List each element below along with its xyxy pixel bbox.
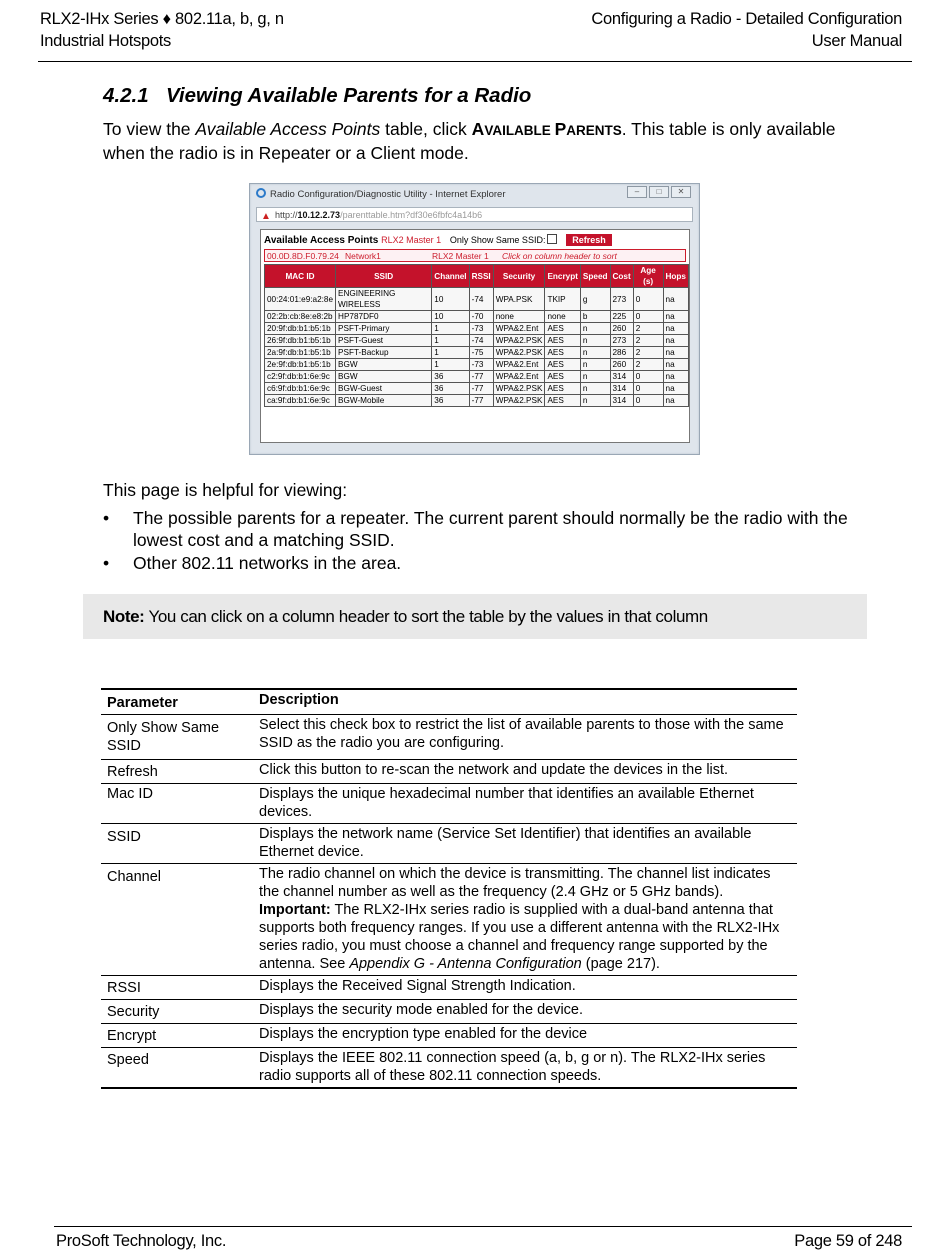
minimize-icon: –	[627, 186, 647, 198]
table-row	[101, 1000, 797, 1024]
ap-table-cell: c2:9f:db:b1:6e:9c	[265, 371, 336, 383]
header-category: Industrial Hotspots	[40, 32, 171, 50]
intro-text-3: . This table is only available when the radio is in Repeater or a Client mode.	[103, 119, 836, 163]
table-row	[101, 1024, 797, 1048]
refresh-button: Refresh	[566, 234, 612, 246]
ap-table-cell: na	[663, 311, 688, 323]
ap-table-cell: ENGINEERING WIRELESS	[336, 288, 432, 311]
section-title	[103, 84, 531, 108]
info-network: Network1	[345, 251, 381, 261]
info-mac: 00.0D.8D.F0.79.24	[267, 251, 339, 261]
ap-table-cell: na	[663, 359, 688, 371]
header-doc-type: User Manual	[811, 32, 902, 50]
param-name: Encrypt	[101, 1024, 253, 1048]
ap-table-cell: n	[580, 347, 610, 359]
ap-table-cell: na	[663, 288, 688, 311]
ap-table	[264, 264, 689, 407]
ap-table-row	[265, 335, 689, 347]
param-description: Displays the network name (Service Set Identifier) that identifies an available Ethernet device.	[253, 824, 797, 864]
list-item: • Other 802.11 networks in the area.	[103, 553, 402, 573]
maximize-icon: □	[649, 186, 669, 198]
ap-table-cell: none	[545, 311, 580, 323]
ap-table-cell: AES	[545, 371, 580, 383]
ap-table-cell: na	[663, 395, 688, 407]
table-row	[101, 864, 797, 976]
ap-table-row	[265, 288, 689, 311]
address-path: /parenttable.htm?df30e6fbfc4a14b6	[340, 210, 483, 220]
ap-table-cell: BGW-Guest	[336, 383, 432, 395]
ap-table-cell: BGW-Mobile	[336, 395, 432, 407]
ap-table-cell: 02:2b:cb:8e:e8:2b	[265, 311, 336, 323]
ap-table-cell: 260	[610, 323, 633, 335]
param-name: Only Show Same SSID	[101, 715, 253, 760]
window-controls	[625, 186, 691, 198]
ap-table-row	[265, 371, 689, 383]
ap-table-cell: 36	[432, 395, 469, 407]
ap-column-header: MAC ID	[265, 265, 336, 288]
param-description: Displays the security mode enabled for the device.	[253, 1000, 797, 1024]
ap-table-cell: WPA&2.Ent	[493, 359, 545, 371]
ap-table-cell: none	[493, 311, 545, 323]
intro-text-2: table, click	[380, 119, 472, 139]
ap-heading-title: Available Access Points	[264, 235, 379, 246]
ap-table-cell: -77	[469, 371, 493, 383]
ap-table-row	[265, 383, 689, 395]
ap-table-cell: n	[580, 323, 610, 335]
bullet-icon: •	[103, 553, 110, 573]
ap-heading-master: RLX2 Master 1	[381, 235, 442, 245]
channel-description: The radio channel on which the device is transmitting. The channel list indicates the channel number as well as the frequency (2.4 GHz or 5 GHz bands).	[259, 866, 771, 900]
ap-table-cell: c6:9f:db:b1:6e:9c	[265, 383, 336, 395]
ap-table-cell: 0	[633, 311, 663, 323]
ap-table-cell: AES	[545, 359, 580, 371]
ap-table-cell: na	[663, 323, 688, 335]
address-prefix: http://	[275, 210, 298, 220]
ap-table-cell: TKIP	[545, 288, 580, 311]
ap-table-cell: -73	[469, 323, 493, 335]
important-text: The RLX2-IHx series radio is supplied with a dual-band antenna that supports both frequency ranges. If you use a different antenna with the RLX2-IHx series radio, you must choose a channel and frequency range supported by the antenna. See	[259, 902, 780, 972]
ap-table-cell: 26:9f:db:b1:b5:1b	[265, 335, 336, 347]
ap-table-cell: 0	[633, 371, 663, 383]
ap-table-cell: 1	[432, 347, 469, 359]
intro-paragraph	[103, 118, 863, 164]
param-description: Displays the unique hexadecimal number that identifies an available Ethernet devices.	[253, 784, 797, 824]
header-right	[591, 8, 902, 52]
ap-table-cell: 20:9f:db:b1:b5:1b	[265, 323, 336, 335]
ap-table-cell: na	[663, 383, 688, 395]
close-icon: ✕	[671, 186, 691, 198]
ap-table-cell: b	[580, 311, 610, 323]
ap-table-cell: 2	[633, 335, 663, 347]
param-description: Select this check box to restrict the list of available parents to those with the same SSID as the radio you are configuring.	[253, 715, 797, 760]
ap-table-cell: BGW	[336, 371, 432, 383]
ap-table-cell: 10	[432, 311, 469, 323]
ap-table-cell: WPA&2.Ent	[493, 371, 545, 383]
ap-table-cell: 2	[633, 347, 663, 359]
ap-table-cell: PSFT-Primary	[336, 323, 432, 335]
ap-table-cell: 273	[610, 335, 633, 347]
ap-table-cell: AES	[545, 347, 580, 359]
ap-table-cell: HP787DF0	[336, 311, 432, 323]
param-name: RSSI	[101, 976, 253, 1000]
note-label: Note:	[103, 607, 145, 626]
ap-info-bar	[264, 249, 686, 262]
param-description	[253, 864, 797, 976]
ap-table-cell: PSFT-Guest	[336, 335, 432, 347]
ap-table-cell: na	[663, 347, 688, 359]
ap-table-cell: AES	[545, 395, 580, 407]
window-title: Radio Configuration/Diagnostic Utility - Internet Explorer	[270, 189, 506, 200]
ap-column-header: Security	[493, 265, 545, 288]
ap-column-header: Speed	[580, 265, 610, 288]
footer-page-number: Page 59 of 248	[794, 1232, 902, 1250]
ap-table-cell: PSFT-Backup	[336, 347, 432, 359]
show-same-ssid-label: Only Show Same SSID:	[449, 235, 546, 245]
show-same-ssid-checkbox	[547, 234, 557, 244]
warning-icon: ▲	[261, 211, 271, 222]
ap-table-cell: WPA&2.PSK	[493, 383, 545, 395]
ap-table-cell: WPA&2.Ent	[493, 323, 545, 335]
ap-table-cell: -73	[469, 359, 493, 371]
ap-table-cell: WPA&2.PSK	[493, 335, 545, 347]
column-header-parameter: Parameter	[101, 689, 253, 715]
ap-column-header: Hops	[663, 265, 688, 288]
important-label: Important:	[259, 902, 331, 918]
param-description: Displays the IEEE 802.11 connection speed (a, b, g or n). The RLX2-IHx series radio supports all of these 802.11 connection speeds.	[253, 1048, 797, 1089]
appendix-link: Appendix G - Antenna Configuration	[349, 956, 582, 972]
ap-table-cell: 36	[432, 383, 469, 395]
ap-table-cell: na	[663, 371, 688, 383]
ap-table-cell: -75	[469, 347, 493, 359]
ap-column-header: Cost	[610, 265, 633, 288]
intro-text-1: To view the	[103, 119, 196, 139]
info-master: RLX2 Master 1	[432, 251, 489, 261]
header-product: RLX2-IHx Series ♦ 802.11a, b, g, n	[40, 10, 284, 28]
ap-table-cell: 314	[610, 383, 633, 395]
ap-table-cell: n	[580, 383, 610, 395]
ap-table-cell: 1	[432, 359, 469, 371]
ap-table-row	[265, 359, 689, 371]
table-row	[101, 1048, 797, 1089]
ap-table-cell: AES	[545, 323, 580, 335]
param-description: Click this button to re-scan the network and update the devices in the list.	[253, 760, 797, 784]
ap-table-cell: 314	[610, 371, 633, 383]
table-row	[101, 976, 797, 1000]
param-description: Displays the encryption type enabled for the device	[253, 1024, 797, 1048]
ap-table-cell: 0	[633, 288, 663, 311]
ap-table-cell: 00:24:01:e9:a2:8e	[265, 288, 336, 311]
ap-table-cell: AES	[545, 335, 580, 347]
important-end: (page 217).	[581, 956, 660, 972]
footer-company: ProSoft Technology, Inc.	[56, 1232, 227, 1250]
table-row	[101, 760, 797, 784]
ap-table-cell: 2	[633, 323, 663, 335]
section-title-text: Viewing Available Parents for a Radio	[166, 84, 532, 107]
note-box	[83, 594, 867, 639]
ap-column-header: RSSI	[469, 265, 493, 288]
helpful-paragraph: This page is helpful for viewing:	[103, 480, 348, 500]
info-sort-hint: Click on column header to sort	[502, 251, 617, 261]
ap-table-cell: 314	[610, 395, 633, 407]
ap-table-row	[265, 311, 689, 323]
ap-table-cell: -74	[469, 335, 493, 347]
ap-table-cell: -77	[469, 395, 493, 407]
param-name: Security	[101, 1000, 253, 1024]
ap-table-header	[265, 265, 689, 288]
intro-table-name: Available Access Points	[195, 119, 381, 139]
ap-heading	[264, 234, 612, 246]
available-access-points-panel	[260, 229, 690, 443]
ap-table-cell: 2	[633, 359, 663, 371]
helpful-list	[103, 507, 863, 575]
ap-table-cell: 0	[633, 395, 663, 407]
ap-table-cell: 260	[610, 359, 633, 371]
ap-table-cell: 36	[432, 371, 469, 383]
ap-table-cell: 2a:9f:db:b1:b5:1b	[265, 347, 336, 359]
ap-table-cell: 10	[432, 288, 469, 311]
section-number: 4.2.1	[103, 84, 149, 107]
table-row	[101, 784, 797, 824]
ap-table-cell: g	[580, 288, 610, 311]
ap-table-cell: 2e:9f:db:b1:b5:1b	[265, 359, 336, 371]
ap-table-cell: n	[580, 395, 610, 407]
ap-table-cell: ca:9f:db:b1:6e:9c	[265, 395, 336, 407]
list-item: • The possible parents for a repeater. The current parent should normally be the radio with the lowest cost and a matching SSID.	[103, 508, 848, 550]
ap-table-cell: 225	[610, 311, 633, 323]
ap-table-row	[265, 323, 689, 335]
param-name: SSID	[101, 824, 253, 864]
footer-divider	[54, 1226, 912, 1227]
ap-table-cell: BGW	[336, 359, 432, 371]
param-description: Displays the Received Signal Strength Indication.	[253, 976, 797, 1000]
header-left	[40, 8, 284, 52]
column-header-description: Description	[253, 689, 797, 715]
ap-table-cell: n	[580, 359, 610, 371]
param-name: Channel	[101, 864, 253, 976]
browser-icon	[256, 188, 266, 198]
ap-table-cell: n	[580, 335, 610, 347]
ap-table-cell: 273	[610, 288, 633, 311]
ap-table-cell: WPA.PSK	[493, 288, 545, 311]
screenshot-window	[249, 183, 700, 455]
ap-table-cell: -70	[469, 311, 493, 323]
ap-table-cell: -77	[469, 383, 493, 395]
ap-table-row	[265, 347, 689, 359]
note-text: You can click on a column header to sort the table by the values in that column	[144, 607, 708, 626]
ap-table-cell: 1	[432, 323, 469, 335]
table-row	[101, 824, 797, 864]
param-name: Speed	[101, 1048, 253, 1089]
ap-table-cell: WPA&2.PSK	[493, 347, 545, 359]
ap-table-cell: AES	[545, 383, 580, 395]
available-parents-command: AVAILABLE PARENTS	[471, 119, 622, 139]
address-bar	[256, 207, 693, 222]
ap-table-cell: na	[663, 335, 688, 347]
ap-table-row	[265, 395, 689, 407]
table-row	[101, 715, 797, 760]
address-host: 10.12.2.73	[297, 210, 341, 220]
parameter-table	[101, 688, 797, 1089]
header-chapter: Configuring a Radio - Detailed Configuration	[591, 10, 902, 28]
ap-table-cell: -74	[469, 288, 493, 311]
ap-column-header: Encrypt	[545, 265, 580, 288]
param-name: Refresh	[101, 760, 253, 784]
ap-column-header: Age (s)	[633, 265, 663, 288]
ap-column-header: Channel	[432, 265, 469, 288]
ap-table-cell: 286	[610, 347, 633, 359]
ap-table-cell: n	[580, 371, 610, 383]
param-name: Mac ID	[101, 784, 253, 824]
ap-column-header: SSID	[336, 265, 432, 288]
ap-table-cell: 0	[633, 383, 663, 395]
ap-table-cell: WPA&2.PSK	[493, 395, 545, 407]
header-divider	[38, 61, 912, 62]
ap-table-body	[265, 288, 689, 407]
ap-table-cell: 1	[432, 335, 469, 347]
parameter-table-header	[101, 689, 797, 715]
bullet-icon: •	[103, 508, 110, 528]
